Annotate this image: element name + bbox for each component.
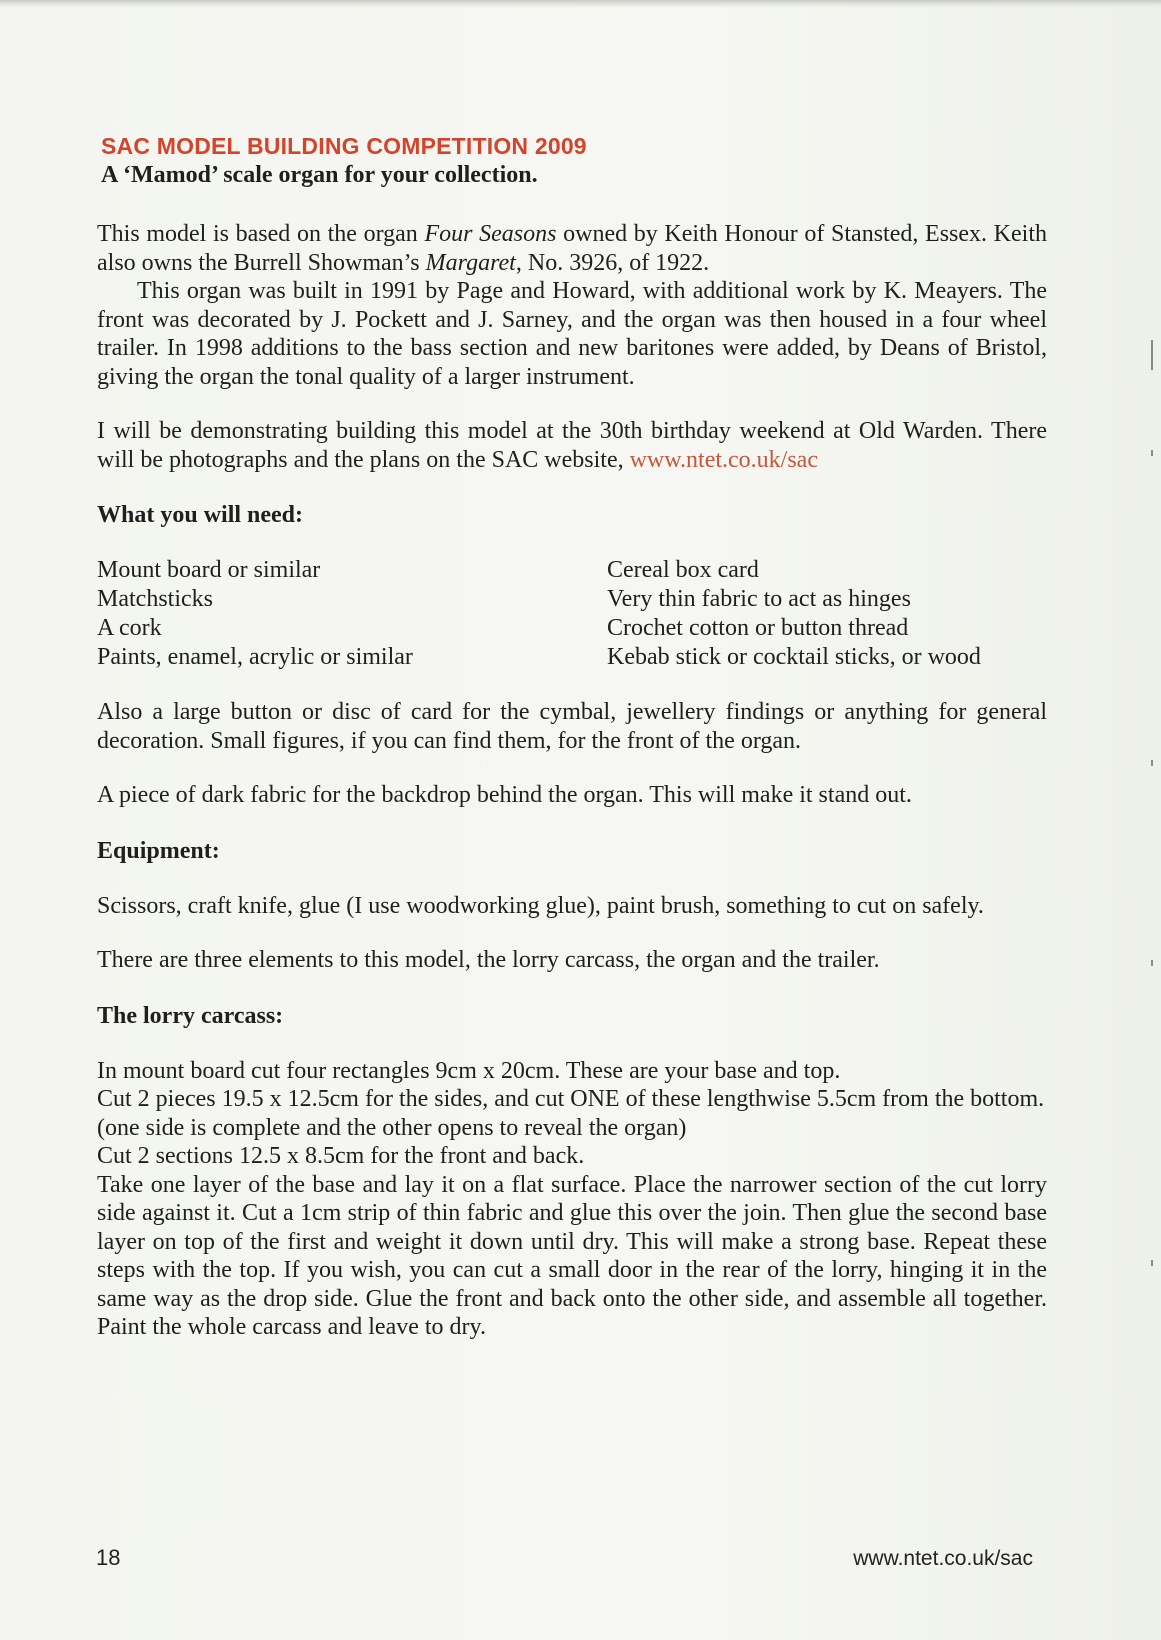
materials-right-column (607, 556, 1037, 672)
lorry-line: Cut 2 sections 12.5 x 8.5cm for the front and back. (97, 1143, 585, 1169)
scan-edge-marks (1151, 300, 1155, 1300)
also-paragraph: Also a large button or disc of card for the cymbal, jewellery findings or anything for general decoration. Small figures, if you can find them, for the front of the organ. (97, 699, 1047, 754)
article (97, 132, 1047, 1342)
article-subheading: A ‘Mamod’ scale organ for your collection. (101, 162, 538, 188)
lorry-title: The lorry carcass: (97, 1002, 284, 1029)
elements-paragraph: There are three elements to this model, the lorry carcass, the organ and the trailer. (97, 947, 880, 973)
intro-paragraph-3: I will be demonstrating building this model at the 30th birthday weekend at Old Warden. There will be photographs and the plans on the SAC website, www.ntet.co.uk/sac (97, 418, 1047, 473)
material-item: Matchsticks (97, 586, 213, 612)
lorry-line: (one side is complete and the other opens to reveal the organ) (97, 1114, 687, 1141)
material-item: Mount board or similar (97, 557, 321, 583)
needs-title: What you will need: (97, 502, 304, 528)
intro-paragraph-2: This organ was built in 1991 by Page and Howard, with additional work by K. Meayers. The front was decorated by J. Pockett and J. Sarney, and the organ was then housed in a four wheel trailer. In 1998 additions to the bass section and new baritones were added, by Deans of Bristol, giving the organ the tonal quality of a larger instrument. (97, 278, 1047, 390)
article-heading: SAC MODEL BUILDING COMPETITION 2009 (101, 133, 587, 159)
footer-url[interactable]: www.ntet.co.uk/sac (853, 1547, 1033, 1570)
intro-paragraph-1: This model is based on the organ Four Seasons owned by Keith Honour of Stansted, Essex. Keith also owns the Burrell Showman’s Margaret, No. 3926, of 1922. (97, 221, 1048, 276)
backdrop-paragraph: A piece of dark fabric for the backdrop behind the organ. This will make it stand out. (97, 782, 912, 808)
engine-name: Margaret (425, 249, 516, 276)
page-number: 18 (96, 1545, 121, 1570)
organ-name: Four Seasons (424, 221, 557, 247)
material-item: Kebab stick or cocktail sticks, or wood (607, 644, 981, 670)
page-top-edge (0, 0, 1161, 8)
materials-left-column (97, 556, 607, 672)
equipment-title: Equipment: (97, 837, 220, 864)
material-item: A cork (97, 615, 162, 641)
lorry-line: Cut 2 pieces 19.5 x 12.5cm for the sides, and cut ONE of these lengthwise 5.5cm from the bottom. (97, 1086, 1045, 1112)
lorry-line: In mount board cut four rectangles 9cm x 20cm. These are your base and top. (97, 1057, 841, 1084)
material-item: Paints, enamel, acrylic or similar (97, 644, 413, 670)
website-link[interactable]: www.ntet.co.uk/sac (629, 446, 818, 473)
material-item: Cereal box card (607, 557, 759, 583)
materials-list (97, 556, 1037, 672)
equipment-paragraph: Scissors, craft knife, glue (I use woodworking glue), paint brush, something to cut on safely. (97, 892, 984, 919)
lorry-line: Take one layer of the base and lay it on a flat surface. Place the narrower section of the cut lorry side against it. Cut a 1cm strip of thin fabric and glue this over the join. Then glue the second base layer on top of the first and weight it down until dry. This will make a strong base. Repeat these steps with the top. If you wish, you can cut a small door in the rear of the lorry, hinging it in the same way as the drop side. Glue the front and back onto the other side, and assemble all together. Paint the whole carcass and leave to dry. (97, 1171, 1047, 1340)
material-item: Crochet cotton or button thread (607, 615, 909, 641)
material-item: Very thin fabric to act as hinges (607, 586, 911, 612)
